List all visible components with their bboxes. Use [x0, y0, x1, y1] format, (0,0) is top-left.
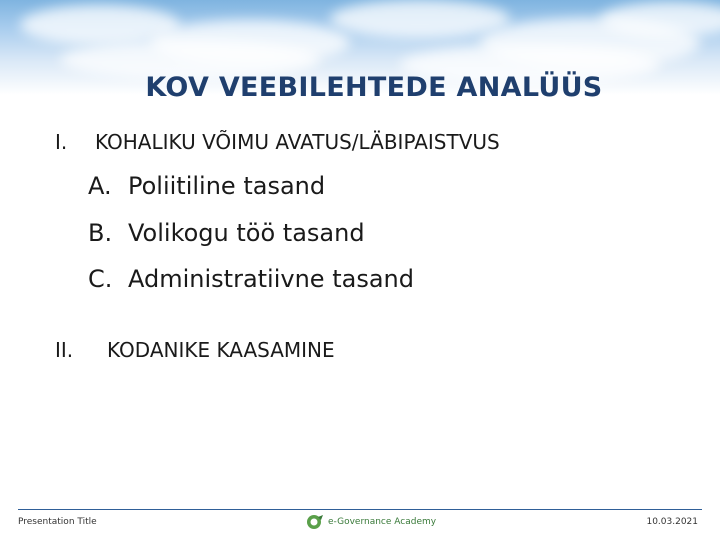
section-1-text: KOHALIKU VÕIMU AVATUS/LÄBIPAISTVUS — [95, 130, 500, 154]
section-2-heading — [55, 338, 335, 362]
section-2-number: II. — [55, 338, 74, 362]
list-item: A. Poliitiline tasand — [88, 172, 326, 200]
footer-presentation-title: Presentation Title — [18, 517, 97, 527]
ega-logo-icon — [306, 514, 324, 530]
list-item: B. Volikogu töö tasand — [88, 219, 365, 247]
section-1-number: I. — [55, 130, 68, 154]
footer-logo — [306, 514, 436, 530]
footer-divider — [18, 509, 702, 510]
section-2-text: KODANIKE KAASAMINE — [107, 338, 335, 362]
footer-logo-text: e-Governance Academy — [328, 517, 437, 527]
footer-date: 10.03.2021 — [646, 517, 698, 527]
slide-title: KOV VEEBILEHTEDE ANALÜÜS — [145, 72, 603, 103]
section-1-heading — [55, 130, 500, 154]
list-item: C. Administratiivne tasand — [88, 265, 414, 293]
